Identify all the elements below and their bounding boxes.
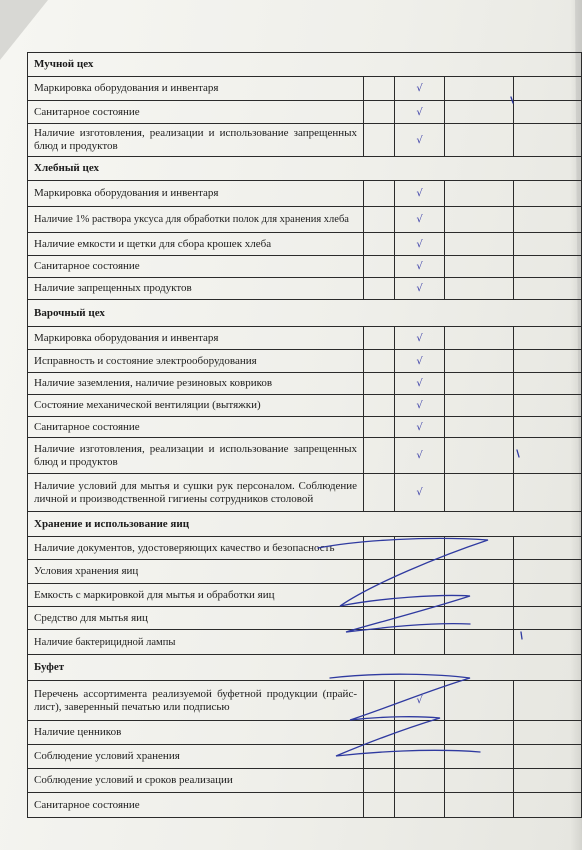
empty-cell: [514, 256, 582, 278]
table-row: [28, 474, 582, 512]
table-row: [28, 630, 582, 655]
empty-cell: [364, 233, 395, 256]
empty-cell: [514, 373, 582, 395]
empty-cell: [364, 769, 395, 793]
empty-cell: [514, 630, 582, 655]
check-cell: [395, 745, 445, 769]
empty-cell: [364, 681, 395, 721]
empty-cell: [364, 745, 395, 769]
criterion-text: Средство для мытья яиц: [28, 607, 364, 630]
empty-cell: [445, 350, 514, 373]
check-cell: [395, 607, 445, 630]
empty-cell: [364, 181, 395, 207]
check-mark: √: [395, 350, 445, 373]
empty-cell: [364, 395, 395, 417]
empty-cell: [445, 769, 514, 793]
empty-cell: [364, 101, 395, 124]
check-cell: [395, 560, 445, 584]
empty-cell: [514, 124, 582, 157]
section-title: Хранение и использование яиц: [28, 512, 582, 537]
empty-cell: [445, 630, 514, 655]
criterion-text: Наличие документов, удостоверяющих качество и безопасность: [28, 537, 364, 560]
empty-cell: [445, 721, 514, 745]
criterion-text: Наличие изготовления, реализации и использование запрещенных блюд и продуктов: [28, 124, 364, 157]
criterion-text: Емкость с маркировкой для мытья и обработки яиц: [28, 584, 364, 607]
criterion-text: Наличие ценников: [28, 721, 364, 745]
check-mark: √: [395, 681, 445, 721]
section-title: Варочный цех: [28, 300, 582, 327]
empty-cell: [364, 584, 395, 607]
criterion-text: Наличие бактерицидной лампы: [28, 630, 364, 655]
empty-cell: [514, 584, 582, 607]
empty-cell: [514, 793, 582, 818]
empty-cell: [364, 373, 395, 395]
empty-cell: [514, 77, 582, 101]
table-row: [28, 233, 582, 256]
empty-cell: [445, 373, 514, 395]
empty-cell: [445, 474, 514, 512]
check-mark: √: [395, 124, 445, 157]
empty-cell: [445, 395, 514, 417]
table-row: [28, 207, 582, 233]
section-title: Хлебный цех: [28, 157, 582, 181]
table-row: [28, 745, 582, 769]
empty-cell: [445, 233, 514, 256]
empty-cell: [514, 278, 582, 300]
empty-cell: [364, 207, 395, 233]
empty-cell: [514, 537, 582, 560]
empty-cell: [514, 607, 582, 630]
check-cell: [395, 584, 445, 607]
empty-cell: [514, 327, 582, 350]
empty-cell: [364, 474, 395, 512]
empty-cell: [364, 721, 395, 745]
empty-cell: [445, 256, 514, 278]
empty-cell: [364, 256, 395, 278]
table-row: [28, 327, 582, 350]
empty-cell: [514, 681, 582, 721]
empty-cell: [364, 278, 395, 300]
empty-cell: [445, 793, 514, 818]
empty-cell: [364, 77, 395, 101]
criterion-text: Маркировка оборудования и инвентаря: [28, 181, 364, 207]
empty-cell: [364, 630, 395, 655]
empty-cell: [445, 278, 514, 300]
empty-cell: [364, 607, 395, 630]
empty-cell: [445, 607, 514, 630]
criterion-text: Соблюдение условий хранения: [28, 745, 364, 769]
empty-cell: [364, 417, 395, 438]
check-cell: [395, 769, 445, 793]
empty-cell: [514, 560, 582, 584]
table-row: [28, 181, 582, 207]
empty-cell: [445, 681, 514, 721]
table-row: [28, 417, 582, 438]
check-mark: √: [395, 395, 445, 417]
check-mark: √: [395, 207, 445, 233]
table-row: [28, 560, 582, 584]
empty-cell: [445, 584, 514, 607]
empty-cell: [514, 745, 582, 769]
empty-cell: [514, 417, 582, 438]
check-mark: √: [395, 278, 445, 300]
empty-cell: [514, 207, 582, 233]
empty-cell: [445, 101, 514, 124]
table-row: [28, 124, 582, 157]
empty-cell: [514, 101, 582, 124]
empty-cell: [364, 438, 395, 474]
criterion-text: Наличие 1% раствора уксуса для обработки полок для хранения хлеба: [28, 207, 364, 233]
check-mark: √: [395, 373, 445, 395]
table-row: [28, 278, 582, 300]
empty-cell: [445, 560, 514, 584]
check-mark: √: [395, 417, 445, 438]
section-title: Мучной цех: [28, 53, 582, 77]
check-mark: √: [395, 327, 445, 350]
empty-cell: [364, 793, 395, 818]
empty-cell: [514, 474, 582, 512]
check-cell: [395, 721, 445, 745]
empty-cell: [514, 438, 582, 474]
criterion-text: Наличие запрещенных продуктов: [28, 278, 364, 300]
check-mark: √: [395, 233, 445, 256]
empty-cell: [445, 181, 514, 207]
section-header: [28, 512, 582, 537]
empty-cell: [364, 537, 395, 560]
criterion-text: Санитарное состояние: [28, 793, 364, 818]
criterion-text: Условия хранения яиц: [28, 560, 364, 584]
section-header: [28, 655, 582, 681]
section-header: [28, 300, 582, 327]
section-header: [28, 53, 582, 77]
check-cell: [395, 793, 445, 818]
criterion-text: Соблюдение условий и сроков реализации: [28, 769, 364, 793]
empty-cell: [514, 233, 582, 256]
empty-cell: [364, 327, 395, 350]
empty-cell: [514, 181, 582, 207]
check-mark: √: [395, 474, 445, 512]
criterion-text: Наличие емкости и щетки для сбора крошек хлеба: [28, 233, 364, 256]
table-row: [28, 395, 582, 417]
empty-cell: [445, 124, 514, 157]
criterion-text: Состояние механической вентиляции (вытяжки): [28, 395, 364, 417]
table-row: [28, 721, 582, 745]
table-row: [28, 77, 582, 101]
table-row: [28, 584, 582, 607]
table-row: [28, 350, 582, 373]
table-row: [28, 681, 582, 721]
table-row: [28, 101, 582, 124]
table-row: [28, 256, 582, 278]
empty-cell: [514, 769, 582, 793]
criterion-text: Маркировка оборудования и инвентаря: [28, 77, 364, 101]
table-row: [28, 537, 582, 560]
inspection-checklist-table: [27, 52, 582, 818]
empty-cell: [364, 350, 395, 373]
criterion-text: Санитарное состояние: [28, 417, 364, 438]
criterion-text: Наличие заземления, наличие резиновых ковриков: [28, 373, 364, 395]
empty-cell: [514, 395, 582, 417]
check-cell: [395, 630, 445, 655]
empty-cell: [514, 721, 582, 745]
empty-cell: [445, 207, 514, 233]
empty-cell: [445, 745, 514, 769]
empty-cell: [445, 77, 514, 101]
table-row: [28, 607, 582, 630]
table-row: [28, 769, 582, 793]
check-cell: [395, 537, 445, 560]
table-row: [28, 438, 582, 474]
empty-cell: [364, 560, 395, 584]
empty-cell: [514, 350, 582, 373]
criterion-text: Санитарное состояние: [28, 256, 364, 278]
criterion-text: Исправность и состояние электрооборудования: [28, 350, 364, 373]
check-mark: √: [395, 181, 445, 207]
table-row: [28, 373, 582, 395]
table-row: [28, 793, 582, 818]
criterion-text: Санитарное состояние: [28, 101, 364, 124]
check-mark: √: [395, 256, 445, 278]
empty-cell: [445, 417, 514, 438]
check-mark: √: [395, 438, 445, 474]
empty-cell: [364, 124, 395, 157]
empty-cell: [445, 327, 514, 350]
check-mark: √: [395, 101, 445, 124]
section-header: [28, 157, 582, 181]
criterion-text: Наличие условий для мытья и сушки рук персоналом. Соблюдение личной и производственной гигиены сотрудников столовой: [28, 474, 364, 512]
criterion-text: Наличие изготовления, реализации и использование запрещенных блюд и продуктов: [28, 438, 364, 474]
check-mark: √: [395, 77, 445, 101]
empty-cell: [445, 537, 514, 560]
empty-cell: [445, 438, 514, 474]
criterion-text: Перечень ассортимента реализуемой буфетной продукции (прайс-лист), заверенный печатью или подписью: [28, 681, 364, 721]
section-title: Буфет: [28, 655, 582, 681]
criterion-text: Маркировка оборудования и инвентаря: [28, 327, 364, 350]
